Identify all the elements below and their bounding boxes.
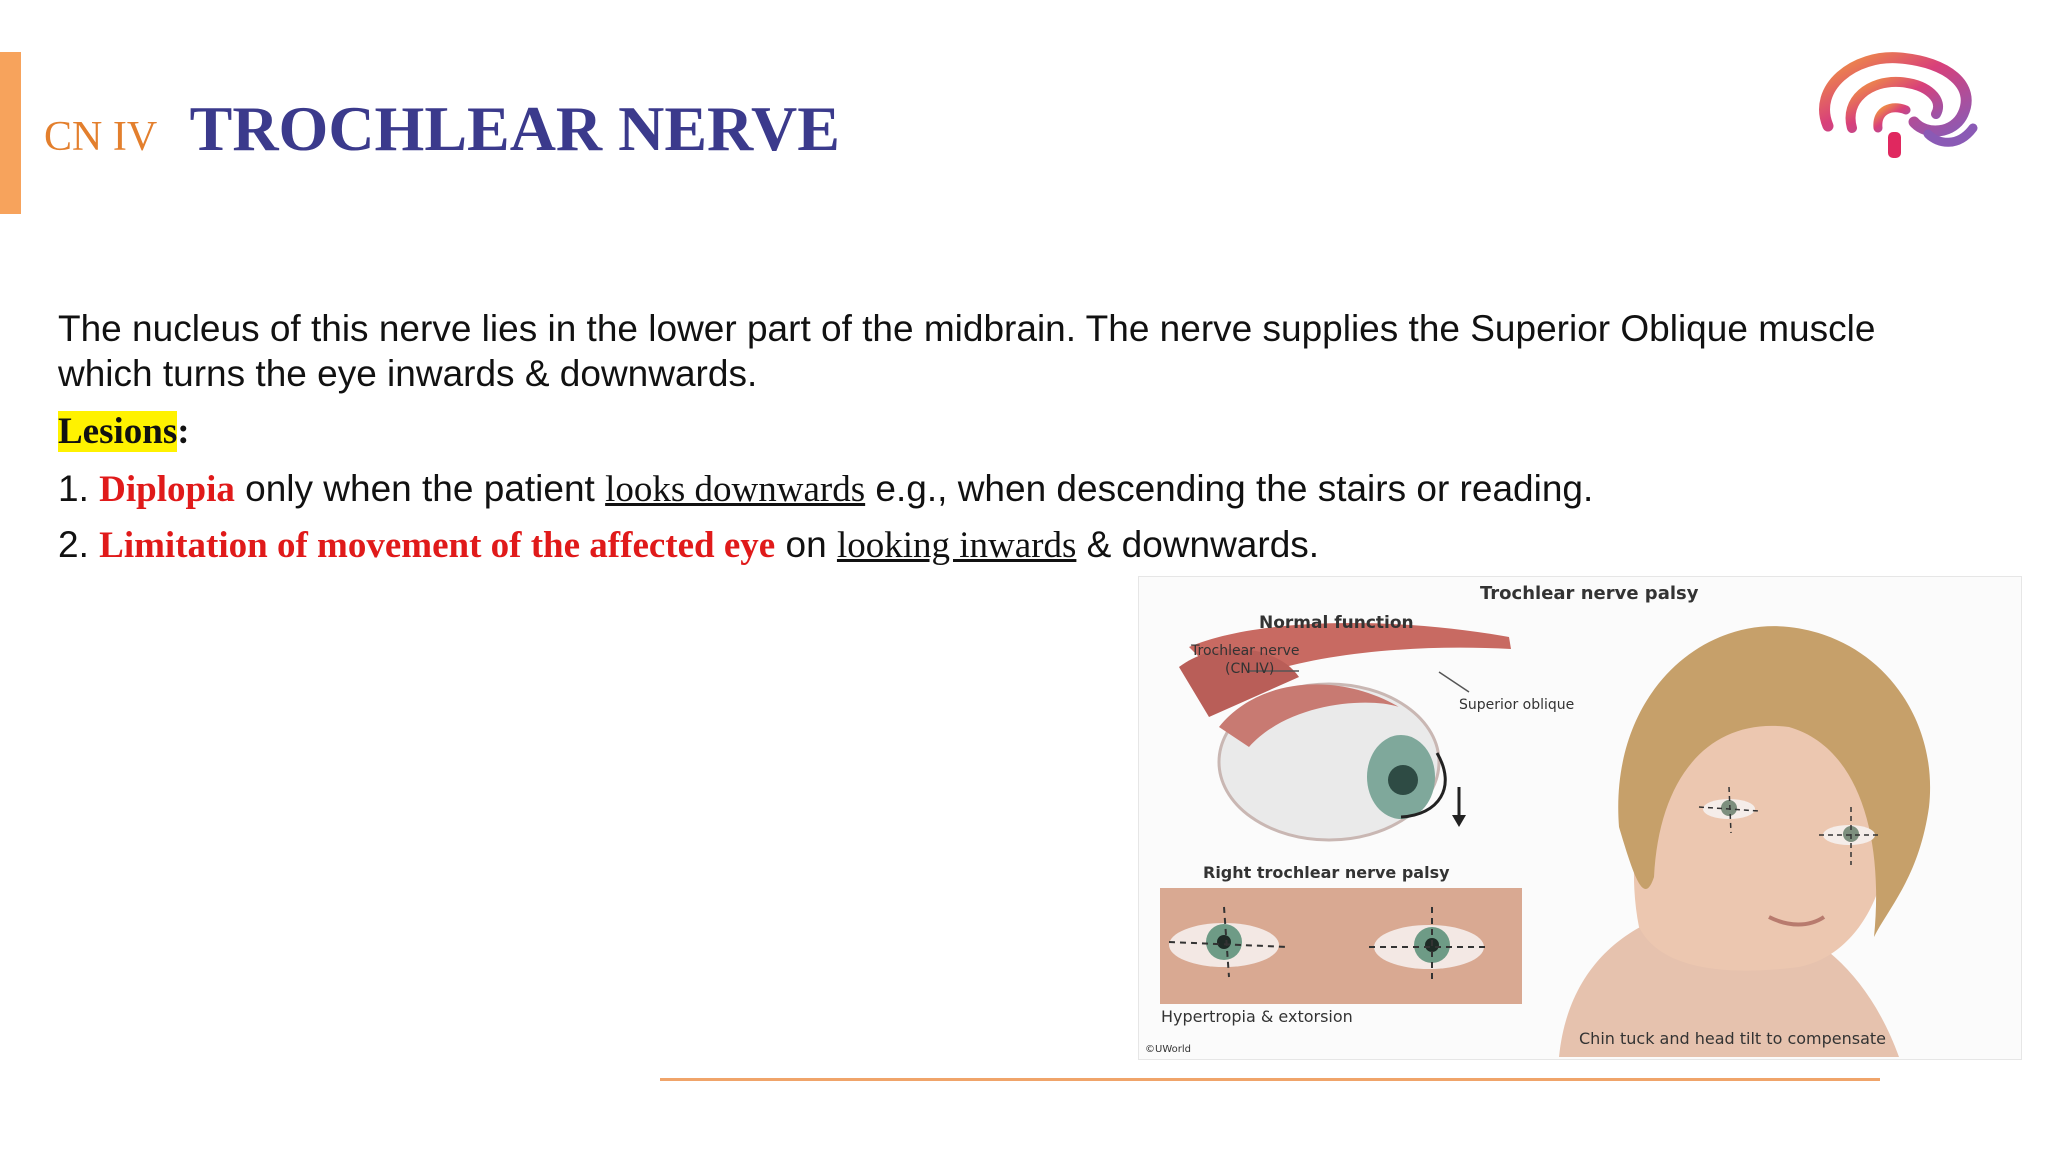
head-tilt-illustration [1559, 626, 1930, 1057]
slide-title: TROCHLEAR NERVE [189, 93, 840, 164]
item-text: on [785, 524, 827, 565]
chin-label: Chin tuck and head tilt to compensate [1579, 1029, 1887, 1048]
lesions-colon: : [177, 411, 190, 452]
item-number: 1. [58, 468, 89, 509]
lesion-item-1 [58, 468, 1593, 511]
item-emphasis: Limitation of movement of the affected eye [99, 525, 776, 566]
copyright-label: ©UWorld [1145, 1044, 1191, 1055]
item-underlined: looking inwards [836, 525, 1077, 566]
nerve-label: Trochlear nerve [1191, 643, 1300, 659]
lesions-heading [58, 410, 190, 453]
palsy-label: Right trochlear nerve palsy [1203, 863, 1450, 882]
normal-function-label: Normal function [1259, 613, 1414, 633]
accent-bar [0, 52, 21, 214]
item-number: 2. [58, 524, 89, 565]
bottom-divider [660, 1078, 1880, 1081]
item-text: only when the patient [245, 468, 595, 509]
item-text-end: e.g., when descending the stairs or reading. [875, 468, 1594, 509]
brain-logo-icon [1808, 48, 1983, 163]
trochlear-palsy-figure [1138, 576, 2022, 1060]
item-emphasis: Diplopia [99, 469, 235, 510]
item-underlined: looks downwards [605, 469, 866, 510]
item-text-end: & downwards. [1086, 524, 1320, 565]
nerve-label-cn: (CN IV) [1225, 661, 1275, 677]
hypertropia-label: Hypertropia & extorsion [1161, 1007, 1353, 1026]
cn-label: CN IV [44, 114, 158, 160]
muscle-label: Superior oblique [1459, 697, 1575, 713]
figure-title: Trochlear nerve palsy [1480, 583, 1699, 604]
lesions-label: Lesions [58, 411, 178, 452]
intro-paragraph: The nucleus of this nerve lies in the lower part of the midbrain. The nerve supplies the Superior Oblique muscle which turns the eye inwards & downwards. [58, 308, 1876, 394]
lesion-item-2 [58, 524, 1319, 567]
slide-header [44, 92, 840, 166]
